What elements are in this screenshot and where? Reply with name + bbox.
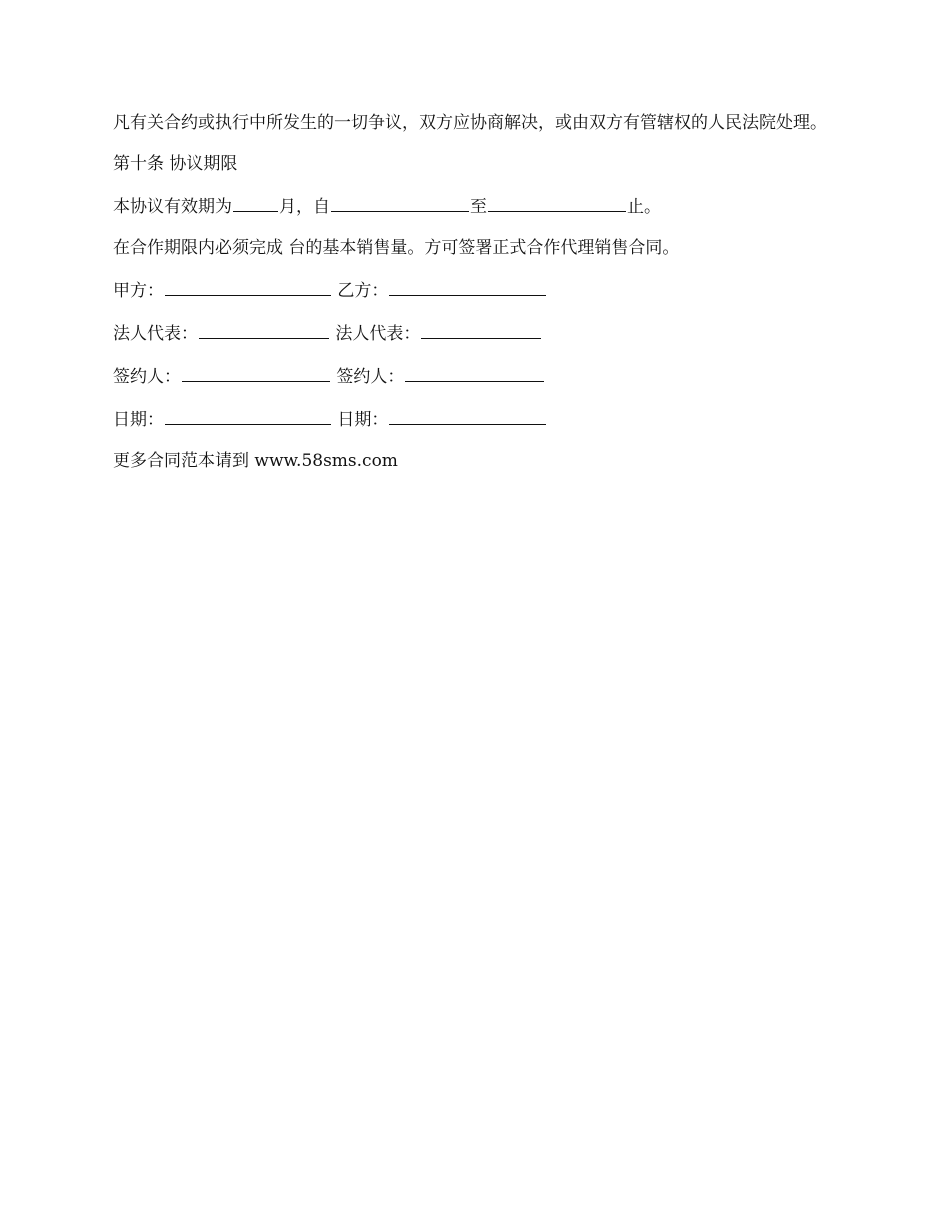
date-a-blank[interactable] [165,407,331,425]
article-heading: 第十条 协议期限 [113,154,238,174]
party-a-label: 甲方： [113,281,164,301]
end-date-blank[interactable] [488,194,626,212]
term-text-3: 至 [470,197,487,217]
date-row [113,407,843,432]
party-row [113,278,843,303]
months-blank[interactable] [233,194,278,212]
legal-rep-b-label: 法人代表： [335,324,421,344]
footer-note [113,450,843,473]
party-b-blank[interactable] [389,278,546,296]
document-page [113,112,843,473]
signer-b-label: 签约人： [336,367,405,387]
start-date-blank[interactable] [331,194,469,212]
term-text-4: 止。 [627,197,661,217]
signer-b-blank[interactable] [405,364,544,382]
sales-requirement: 在合作期限内必须完成 台的基本销售量。方可签署正式合作代理销售合同。 [113,238,680,258]
term-sentence [113,194,843,219]
term-text-1: 本协议有效期为 [113,197,232,217]
dispute-clause: 凡有关合约或执行中所发生的一切争议，双方应协商解决，或由双方有管辖权的人民法院处理。 [113,113,827,133]
legal-rep-a-blank[interactable] [199,321,329,339]
signer-row [113,364,843,389]
date-b-blank[interactable] [389,407,546,425]
date-a-label: 日期： [113,410,164,430]
signer-a-blank[interactable] [182,364,330,382]
signer-a-label: 签约人： [113,367,181,387]
legal-rep-row [113,321,843,346]
legal-rep-a-label: 法人代表： [113,324,198,344]
footer-site-link[interactable]: www.58sms.com [254,451,398,471]
footer-prefix: 更多合同范本请到 [113,451,255,471]
legal-rep-b-blank[interactable] [421,321,541,339]
term-text-2: 月，自 [279,197,330,217]
date-b-label: 日期： [337,410,389,430]
party-b-label: 乙方： [337,281,389,301]
party-a-blank[interactable] [165,278,331,296]
